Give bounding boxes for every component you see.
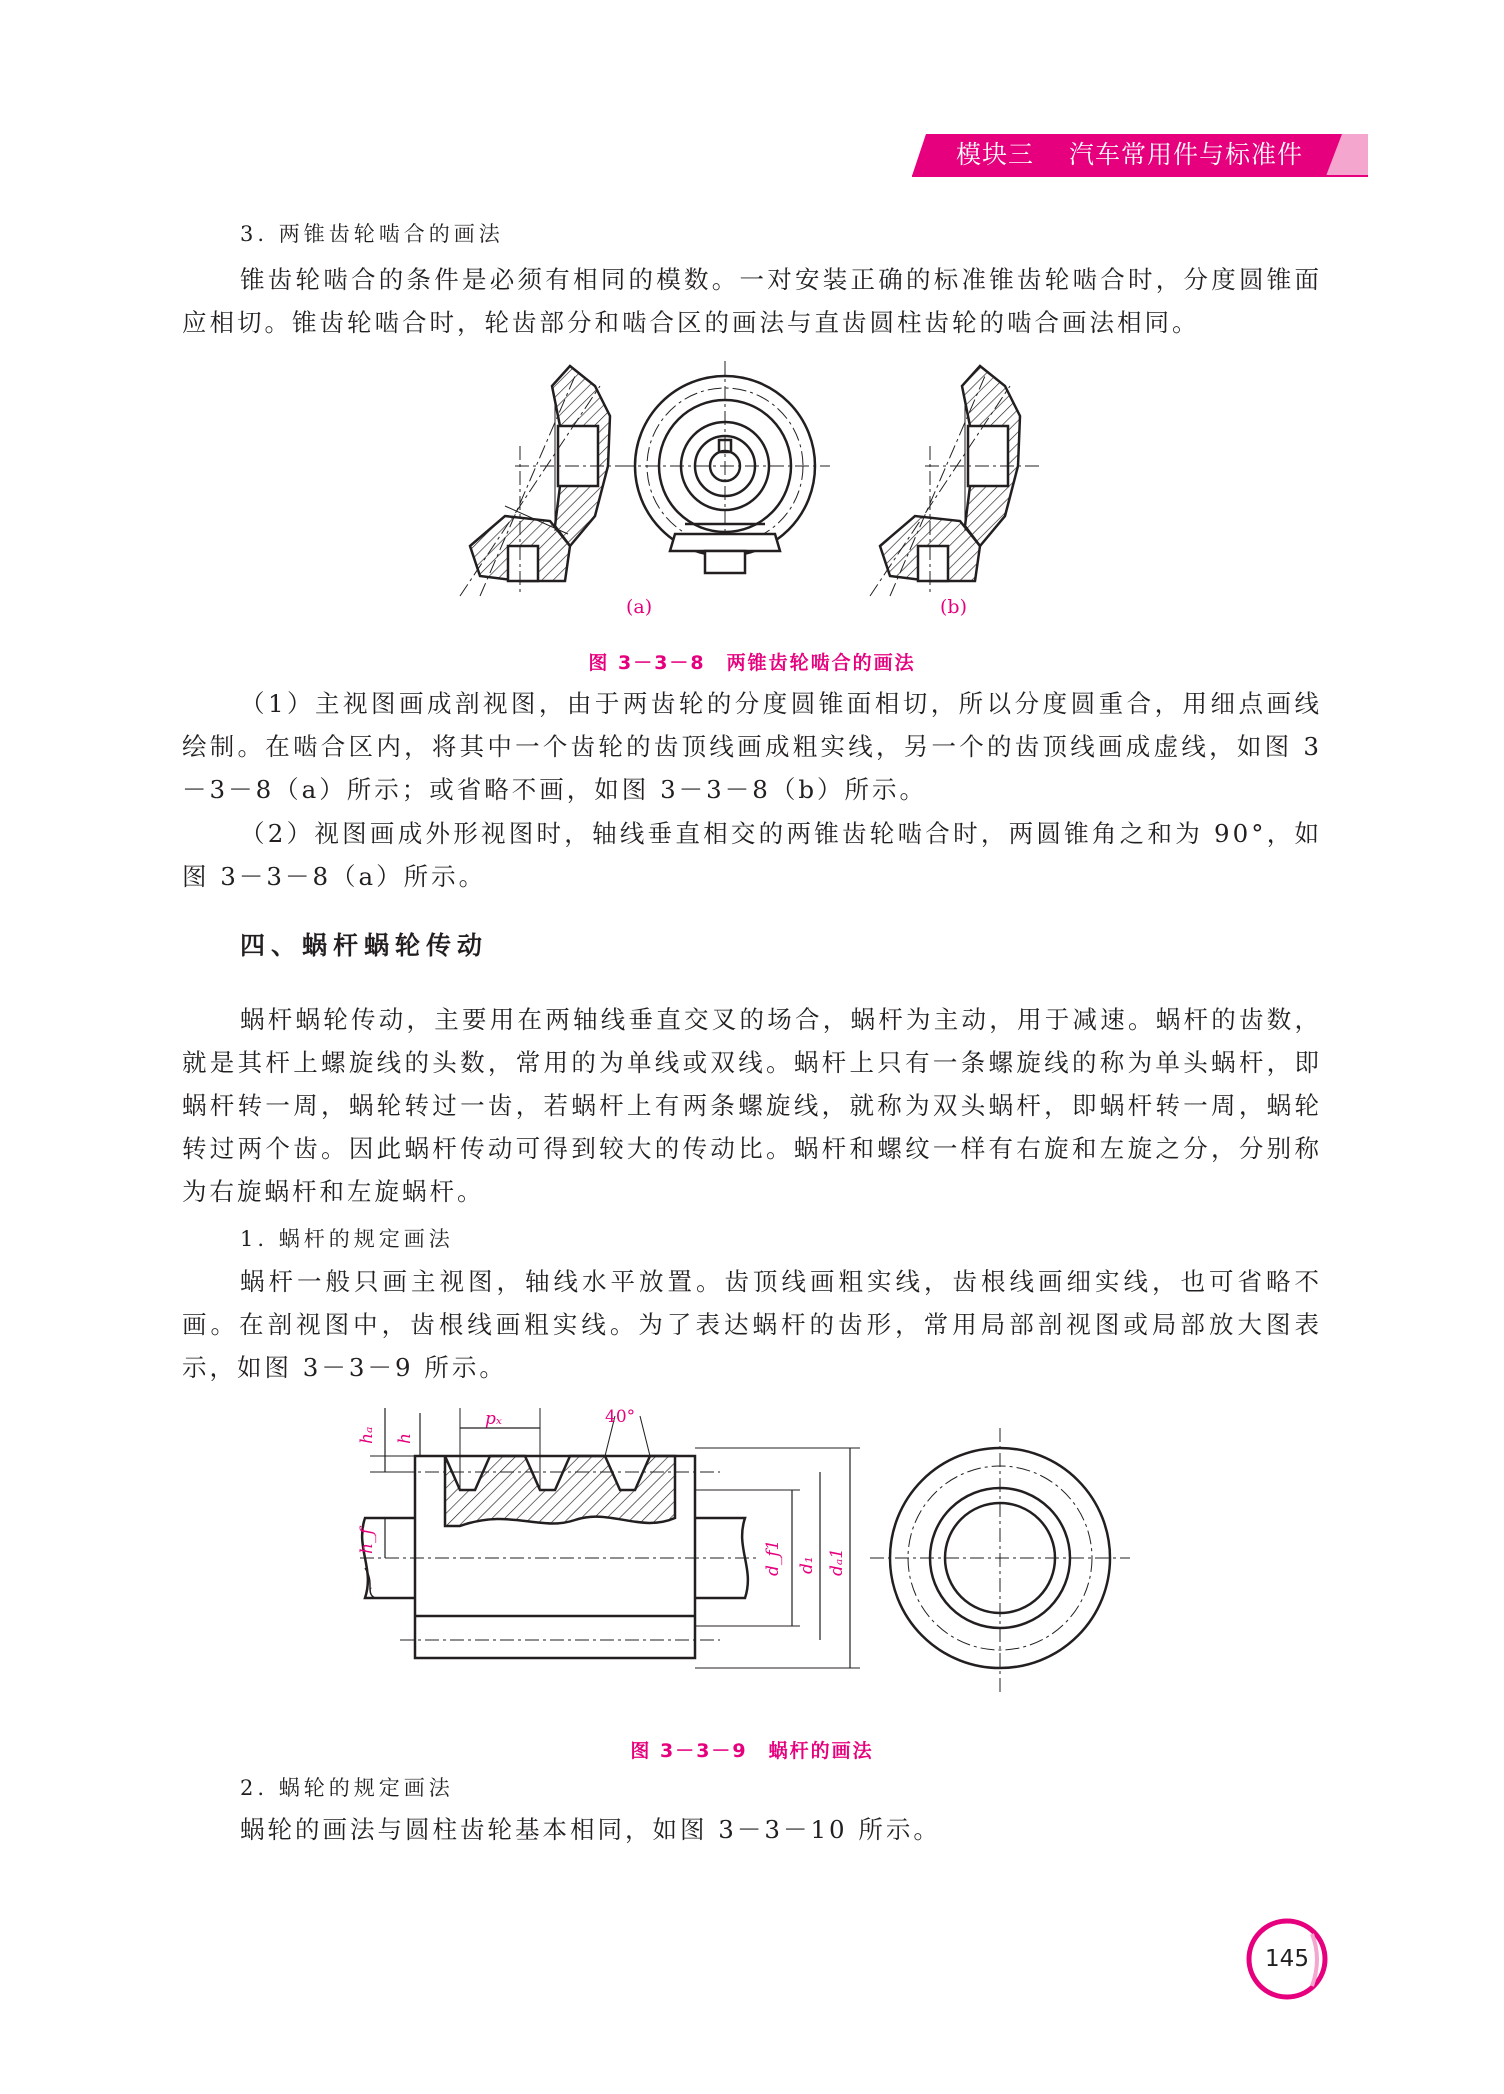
label-h: h: [395, 1433, 415, 1444]
subsection-title-worm: 1. 蜗杆的规定画法: [240, 1227, 454, 1251]
module-title: 汽车常用件与标准件: [1068, 140, 1303, 169]
page-number-badge: [1242, 1914, 1332, 2004]
section-title-4: 四、蜗杆蜗轮传动: [240, 931, 489, 960]
figure-3-3-9: [357, 1407, 1140, 1708]
paragraph-worm: 蜗杆一般只画主视图，轴线水平放置。齿顶线画粗实线，齿根线画细实线，也可省略不画。在剖视图中，齿根线画粗实线。为了表达蜗杆的齿形，常用局部剖视图或局部放大图表示，如图 3－3－9 所示。: [182, 1267, 1322, 1382]
paragraph-note-1: （1）主视图画成剖视图，由于两齿轮的分度圆锥面相切，所以分度圆重合，用细点画线绘制。在啮合区内，将其中一个齿轮的齿顶线画成粗实线，另一个的齿顶线画成虚线，如图 3－3－8（a）所示；或省略不画，如图 3－3－8（b）所示。: [182, 689, 1322, 804]
figure-caption-3-3-9: 图 3－3－9 蜗杆的画法: [630, 1740, 874, 1762]
paragraph-intro: 蜗杆蜗轮传动，主要用在两轴线垂直交叉的场合，蜗杆为主动，用于减速。蜗杆的齿数，就是其杆上螺旋线的头数，常用的为单线或双线。蜗杆上只有一条螺旋线的称为单头蜗杆，即蜗杆转一周，蜗轮转过一齿，若蜗杆上有两条螺旋线，就称为双头蜗杆，即蜗杆转一周，蜗轮转过两个齿。因此蜗杆传动可得到较大的传动比。蜗杆和螺纹一样有右旋和左旋之分，分别称为右旋蜗杆和左旋蜗杆。: [182, 1005, 1322, 1206]
label-df1: d_f1: [763, 1539, 783, 1576]
label-px: pₓ: [485, 1409, 502, 1429]
bevel-gear-section-a: [460, 366, 630, 596]
paragraph-note-2: （2）视图画成外形视图时，轴线垂直相交的两锥齿轮啮合时，两圆锥角之和为 90°，如图 3－3－8（a）所示。: [182, 819, 1322, 891]
label-ha: hₐ: [357, 1426, 377, 1444]
paragraph-wormwheel: 蜗轮的画法与圆柱齿轮基本相同，如图 3－3－10 所示。: [240, 1815, 941, 1844]
module-label: 模块三: [956, 140, 1035, 169]
bevel-gear-front-view: [620, 361, 830, 573]
header-title: [956, 136, 1303, 174]
page-number: 145: [1265, 1946, 1309, 1972]
label-da1: dₐ1: [827, 1547, 847, 1576]
label-hf: h_f: [357, 1528, 377, 1554]
figure-label-b: (b): [940, 596, 967, 618]
subsection-title-3: 3. 两锥齿轮啮合的画法: [240, 222, 504, 246]
label-d1: d₁: [797, 1556, 817, 1574]
worm-side-view: [870, 1428, 1130, 1693]
worm-main-view: [360, 1408, 860, 1668]
paragraph: 锥齿轮啮合的条件是必须有相同的模数。一对安装正确的标准锥齿轮啮合时，分度圆锥面应相切。锥齿轮啮合时，轮齿部分和啮合区的画法与直齿圆柱齿轮的啮合画法相同。: [182, 265, 1322, 337]
figure-caption-3-3-8: 图 3－3－8 两锥齿轮啮合的画法: [588, 652, 916, 674]
label-angle: 40°: [605, 1407, 636, 1427]
figure-label-a: (a): [626, 596, 653, 618]
subsection-title-wormwheel: 2. 蜗轮的规定画法: [240, 1776, 454, 1800]
figure-3-3-8: [460, 356, 1060, 626]
bevel-gear-section-b: [870, 366, 1040, 596]
